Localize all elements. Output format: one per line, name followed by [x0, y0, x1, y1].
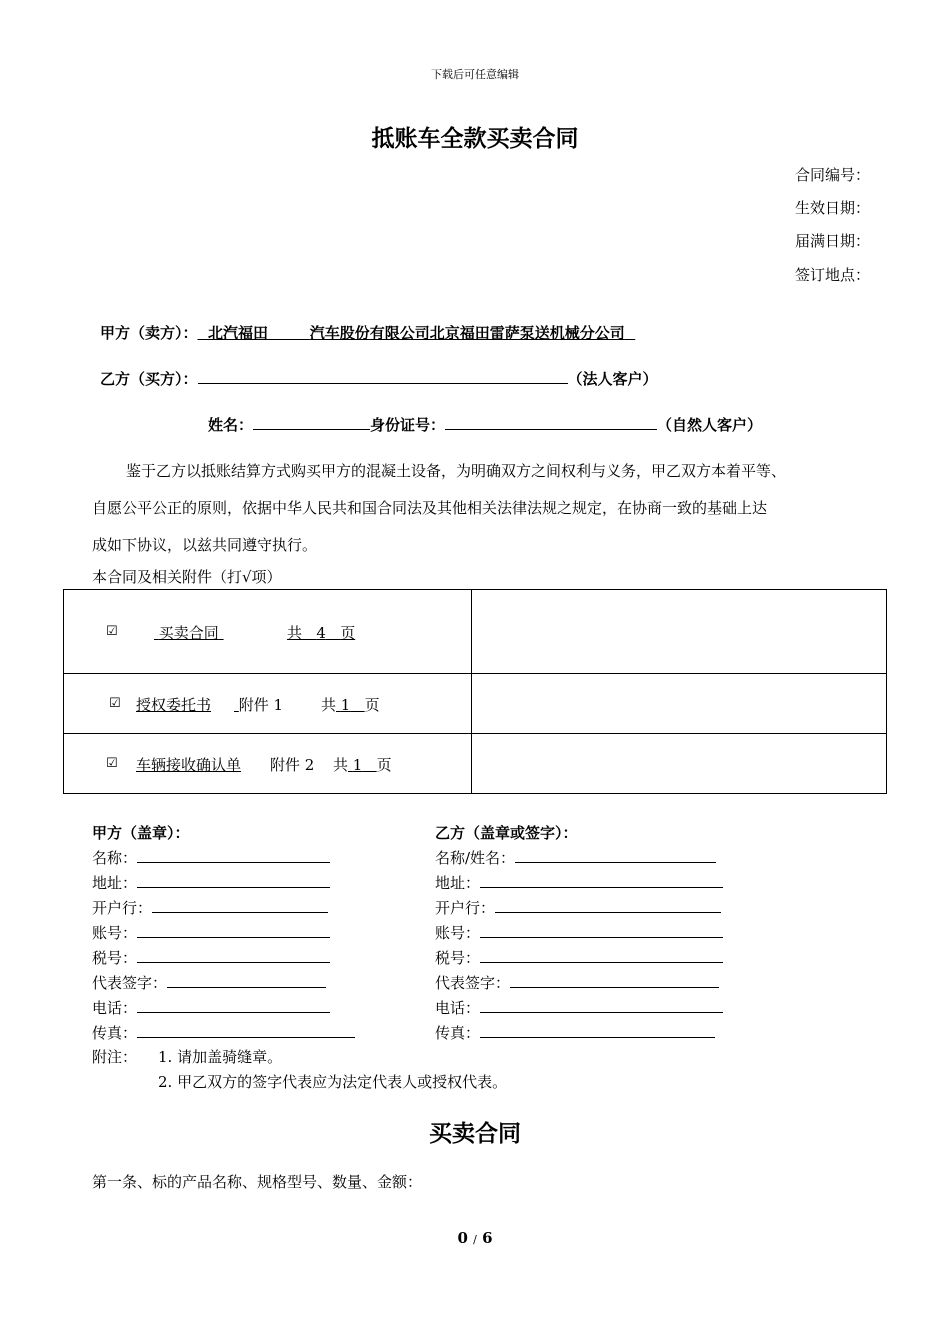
party-b-name-input[interactable]: [515, 847, 716, 863]
field-label: 代表签字：: [435, 974, 511, 992]
name-field[interactable]: [253, 414, 370, 430]
checkbox-checked-icon[interactable]: ☑: [106, 756, 118, 771]
annex-label: 附件 1: [238, 696, 284, 714]
party-b-address-input[interactable]: [480, 872, 723, 888]
name-label: 姓名：: [208, 416, 254, 434]
party-b-sign-heading: 乙方（盖章或签字）：: [435, 824, 578, 842]
party-b-bank-row: [435, 897, 721, 918]
party-a-address-row: [92, 872, 330, 893]
party-a-account-input[interactable]: [137, 922, 330, 938]
party-a-fax-input[interactable]: [137, 1022, 355, 1038]
party-b-name-field[interactable]: [198, 368, 568, 384]
party-a-phone-row: [92, 997, 330, 1018]
field-label: 地址：: [435, 874, 481, 892]
party-b-name-row: [435, 847, 716, 868]
id-suffix: （自然人客户）: [657, 416, 763, 434]
field-label: 税号：: [92, 949, 138, 967]
field-label: 电话：: [435, 999, 481, 1017]
party-a-row: [100, 322, 635, 343]
page-current: 0: [457, 1229, 468, 1247]
attachment-cell: [64, 590, 472, 674]
field-label: 开户行：: [92, 899, 153, 917]
attachments-table: [63, 589, 887, 794]
attachment-cell: [64, 734, 472, 794]
pages-prefix: 共: [287, 624, 303, 642]
party-a-bank-input[interactable]: [152, 897, 328, 913]
note-item: 2. 甲乙双方的签字代表应为法定代表人或授权代表。: [158, 1073, 508, 1091]
party-a-account-row: [92, 922, 330, 943]
attachment-pages: [321, 694, 380, 715]
party-a-bank-row: [92, 897, 328, 918]
pages-count: 1: [340, 696, 351, 714]
party-a-name-part1: 北汽福田: [207, 324, 268, 342]
party-b-phone-row: [435, 997, 723, 1018]
pages-count: 4: [316, 624, 326, 642]
natural-person-row: [208, 414, 762, 435]
party-b-fax-row: [435, 1022, 715, 1043]
document-title: 抵账车全款买卖合同: [371, 125, 579, 152]
pages-prefix: 共: [321, 696, 337, 714]
party-a-sign-heading: 甲方（盖章）：: [92, 824, 190, 842]
attachment-name-text: 买卖合同: [158, 624, 219, 642]
attachment-cell-content: [64, 734, 471, 793]
attachment-annex: [234, 694, 283, 715]
id-number-field[interactable]: [445, 414, 657, 430]
party-b-fax-input[interactable]: [480, 1022, 715, 1038]
preamble-line-1: 鉴于乙方以抵账结算方式购买甲方的混凝土设备，为明确双方之间权利与义务，甲乙双方本着平等、: [126, 462, 787, 480]
checkbox-checked-icon[interactable]: ☑: [106, 624, 118, 639]
pages-suffix: 页: [340, 624, 356, 642]
expiry-date-label: 届满日期：: [794, 232, 870, 250]
field-label: 地址：: [92, 874, 138, 892]
party-b-address-row: [435, 872, 723, 893]
attachment-name: 授权委托书: [136, 696, 212, 714]
attachment-row: [64, 734, 887, 794]
party-b-row: [100, 368, 658, 389]
checkbox-checked-icon[interactable]: ☑: [109, 696, 121, 711]
party-b-phone-input[interactable]: [480, 997, 723, 1013]
field-label: 传真：: [92, 1024, 138, 1042]
section-title: 买卖合同: [429, 1120, 521, 1147]
attachment-cell: [64, 674, 472, 734]
field-label: 账号：: [92, 924, 138, 942]
preamble-line-2: 自愿公平公正的原则，依据中华人民共和国合同法及其他相关法律法规之规定，在协商一致的基础上达: [92, 499, 768, 517]
party-b-label: 乙方（买方）：: [100, 370, 198, 388]
field-label: 开户行：: [435, 899, 496, 917]
party-a-tax-input[interactable]: [137, 947, 330, 963]
attachment-row: [64, 674, 887, 734]
attachment-pages: [333, 754, 392, 775]
attachment-note-cell: [472, 674, 887, 734]
page-indicator: [0, 1229, 950, 1247]
attachment-row: [64, 590, 887, 674]
party-b-suffix: （法人客户）: [567, 370, 658, 388]
party-a-signature-row: [92, 972, 326, 993]
pages-suffix: 页: [376, 756, 392, 774]
contract-number-label: 合同编号：: [794, 166, 870, 184]
field-label: 传真：: [435, 1024, 481, 1042]
party-a-address-input[interactable]: [137, 872, 330, 888]
party-b-signature-input[interactable]: [510, 972, 719, 988]
field-label: 名称：: [92, 849, 138, 867]
field-label: 代表签字：: [92, 974, 168, 992]
party-a-fax-row: [92, 1022, 355, 1043]
note-item: 1. 请加盖骑缝章。: [158, 1048, 283, 1066]
party-a-phone-input[interactable]: [137, 997, 330, 1013]
sign-place-label: 签订地点：: [794, 266, 870, 284]
attachment-cell-content: [64, 590, 471, 673]
party-b-signature-row: [435, 972, 719, 993]
field-label: 税号：: [435, 949, 481, 967]
attachment-note-cell: [472, 734, 887, 794]
preamble-line-3: 成如下协议，以兹共同遵守执行。: [92, 536, 318, 554]
party-b-account-input[interactable]: [480, 922, 723, 938]
article-1: 第一条、标的产品名称、规格型号、数量、金额：: [92, 1173, 423, 1191]
field-label: 电话：: [92, 999, 138, 1017]
pages-count: 1: [352, 756, 363, 774]
party-a-signature-input[interactable]: [167, 972, 326, 988]
id-label: 身份证号：: [370, 416, 446, 434]
notes-label: 附注：: [92, 1048, 138, 1066]
page-separator: /: [473, 1233, 477, 1246]
pages-suffix: 页: [364, 696, 380, 714]
party-a-name: [198, 324, 636, 342]
party-a-name-part2: 汽车股份有限公司北京福田雷萨泵送机械分公司: [309, 324, 625, 342]
party-b-bank-input[interactable]: [495, 897, 721, 913]
header-note: 下载后可任意编辑: [431, 68, 519, 81]
attachment-cell-content: [64, 674, 471, 733]
party-a-name-input[interactable]: [137, 847, 330, 863]
attachment-annex: 附件 2: [270, 756, 315, 774]
page-total: 6: [482, 1229, 493, 1247]
field-label: 账号：: [435, 924, 481, 942]
field-label: 名称/姓名：: [435, 849, 516, 867]
party-a-name-row: [92, 847, 330, 868]
party-a-label: 甲方（卖方）：: [100, 324, 198, 342]
pages-prefix: 共: [333, 756, 349, 774]
attachment-note-cell: [472, 590, 887, 674]
party-b-account-row: [435, 922, 723, 943]
attachment-pages: [287, 622, 355, 643]
attachment-name: [154, 622, 224, 643]
party-b-tax-row: [435, 947, 723, 968]
party-a-tax-row: [92, 947, 330, 968]
attachment-name: 车辆接收确认单: [136, 756, 242, 774]
party-b-tax-input[interactable]: [480, 947, 723, 963]
attachments-intro: 本合同及相关附件（打√项）: [92, 568, 282, 586]
effective-date-label: 生效日期：: [794, 199, 870, 217]
